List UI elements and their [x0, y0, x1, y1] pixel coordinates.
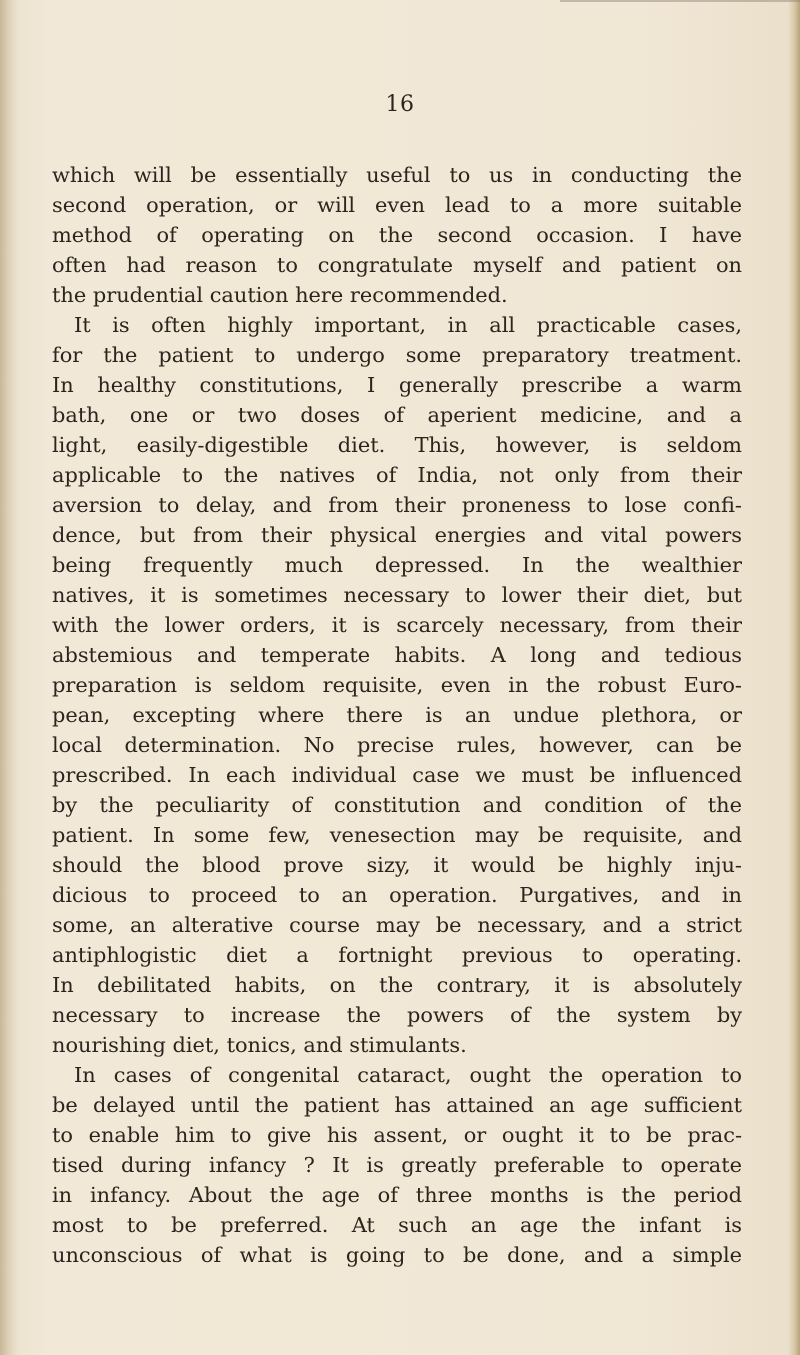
page-number: 16: [385, 92, 415, 117]
text-line: antiphlogistic diet a fortnight previous to operating.: [52, 943, 742, 967]
text-line: In healthy constitutions, I generally prescribe a warm: [52, 373, 742, 397]
text-line: to enable him to give his assent, or ought it to be prac-: [52, 1123, 742, 1147]
text-line: preparation is seldom requisite, even in the robust Euro-: [52, 673, 742, 697]
text-line: being frequently much depressed. In the wealthier: [52, 553, 742, 577]
text-line: abstemious and temperate habits. A long and tedious: [52, 643, 742, 667]
text-line: dence, but from their physical energies and vital powers: [52, 523, 742, 547]
text-line: dicious to proceed to an operation. Purgatives, and in: [52, 883, 742, 907]
text-line: applicable to the natives of India, not only from their: [52, 463, 742, 487]
text-line: by the peculiarity of constitution and condition of the: [52, 793, 742, 817]
text-line: which will be essentially useful to us in conducting the: [52, 163, 742, 187]
text-line: method of operating on the second occasion. I have: [52, 223, 742, 247]
top-edge-line: [560, 0, 800, 2]
text-line: should the blood prove sizy, it would be highly inju-: [52, 853, 742, 877]
text-line: local determination. No precise rules, however, can be: [52, 733, 742, 757]
text-line: with the lower orders, it is scarcely necessary, from their: [52, 613, 742, 637]
text-line: prescribed. In each individual case we must be influenced: [52, 763, 742, 787]
text-line: In debilitated habits, on the contrary, it is absolutely: [52, 973, 742, 997]
text-line: often had reason to congratulate myself and patient on: [52, 253, 742, 277]
page-binding-shadow: [0, 0, 18, 1355]
text-line: It is often highly important, in all practicable cases,: [74, 313, 742, 337]
text-line: in infancy. About the age of three months is the period: [52, 1183, 742, 1207]
text-line: most to be preferred. At such an age the infant is: [52, 1213, 742, 1237]
text-line: light, easily-digestible diet. This, however, is seldom: [52, 433, 742, 457]
text-line: patient. In some few, venesection may be requisite, and: [52, 823, 742, 847]
text-line: necessary to increase the powers of the system by: [52, 1003, 742, 1027]
text-line: pean, excepting where there is an undue plethora, or: [52, 703, 742, 727]
text-line: for the patient to undergo some preparatory treatment.: [52, 343, 742, 367]
text-line: bath, one or two doses of aperient medicine, and a: [52, 403, 742, 427]
text-line: tised during infancy ? It is greatly preferable to operate: [52, 1153, 742, 1177]
text-line: nourishing diet, tonics, and stimulants.: [52, 1033, 467, 1057]
body-text: [52, 160, 742, 1270]
text-line: second operation, or will even lead to a more suitable: [52, 193, 742, 217]
text-line: unconscious of what is going to be done, and a simple: [52, 1243, 742, 1267]
text-line: some, an alterative course may be necessary, and a strict: [52, 913, 742, 937]
page-edge-shadow: [788, 0, 800, 1355]
text-line: aversion to delay, and from their proneness to lose confi-: [52, 493, 742, 517]
text-line: be delayed until the patient has attained an age sufficient: [52, 1093, 742, 1117]
text-line: natives, it is sometimes necessary to lower their diet, but: [52, 583, 742, 607]
text-line: In cases of congenital cataract, ought the operation to: [74, 1063, 742, 1087]
text-line: the prudential caution here recommended.: [52, 283, 508, 307]
